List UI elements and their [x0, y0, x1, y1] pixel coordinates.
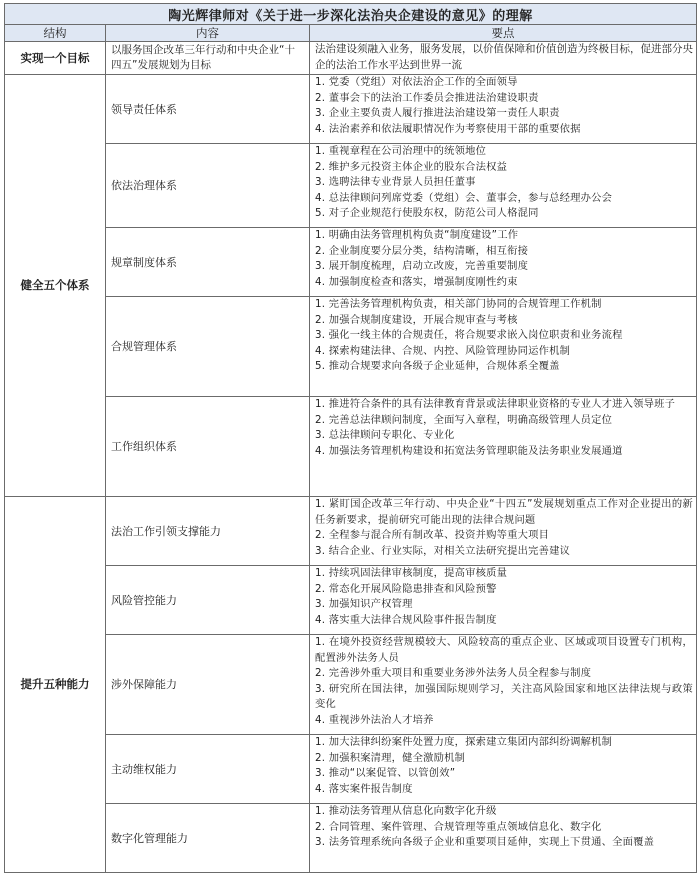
table-title: 陶光辉律师对《关于进一步深化法治央企建设的意见》的理解 — [5, 4, 697, 25]
system-row — [5, 297, 697, 397]
point-item: 2. 完善涉外重大项目和重要业务涉外法务人员全程参与制度 — [315, 667, 592, 679]
capability-item-points — [310, 497, 697, 566]
point-item: 1. 加大法律纠纷案件处置力度，探索建立集团内部纠纷调解机制 — [315, 736, 613, 748]
point-item: 4. 加强法务管理机构建设和拓宽法务管理职能及法务职业发展通道 — [315, 444, 623, 457]
point-item: 2. 加强合规制度建设，开展合规审查与考核 — [315, 313, 518, 326]
point-item: 4. 落实重大法律合规风险事件报告制度 — [315, 613, 497, 626]
capability-row — [5, 804, 697, 873]
point-item: 2. 企业制度要分层分类，结构清晰，相互衔接 — [315, 244, 529, 257]
point-item: 4. 法治素养和依法履职情况作为考察使用干部的重要依据 — [315, 122, 581, 135]
point-item: 2. 维护多元投资主体企业的股东合法权益 — [315, 160, 508, 173]
system-item-points — [310, 228, 697, 297]
system-structure: 健全五个体系 — [5, 75, 106, 497]
capability-item-points — [310, 566, 697, 635]
point-item: 3. 推动“以案促管、以管创效” — [315, 767, 456, 779]
point-item: 4. 总法律顾问列席党委（党组）会、董事会，参与总经理办公会 — [315, 191, 613, 204]
point-item: 1. 推动法务管理从信息化向数字化升级 — [315, 805, 497, 817]
point-item: 3. 总法律顾问专职化、专业化 — [315, 429, 455, 441]
capability-item-points — [310, 735, 697, 804]
header-points: 要点 — [310, 25, 697, 42]
point-item: 4. 落实案件报告制度 — [315, 782, 413, 795]
point-item: 1. 重视章程在公司治理中的统领地位 — [315, 145, 487, 157]
point-item: 4. 探索构建法律、合规、内控、风险管理协同运作机制 — [315, 344, 571, 357]
point-item: 4. 重视涉外法治人才培养 — [315, 713, 434, 726]
point-item: 3. 加强知识产权管理 — [315, 598, 413, 610]
system-item-points — [310, 397, 697, 497]
capability-row — [5, 497, 697, 566]
understanding-table — [4, 3, 697, 873]
capability-item-name: 数字化管理能力 — [106, 804, 310, 873]
point-item: 2. 加强积案清理，健全激励机制 — [315, 751, 466, 764]
point-item: 1. 紧盯国企改革三年行动、中央企业“十四五”发展规划重点工作对企业提出的新任务新要求，提前研究可能出现的法律合规问题 — [315, 498, 694, 526]
point-item: 2. 全程参与混合所有制改革、投资并购等重大项目 — [315, 529, 550, 541]
point-item: 3. 结合企业、行业实际，对相关立法研究提出完善建议 — [315, 544, 571, 557]
system-item-name: 工作组织体系 — [106, 397, 310, 497]
point-item: 5. 对子企业规范行使股东权，防范公司人格混同 — [315, 207, 539, 219]
system-row — [5, 75, 697, 144]
system-row — [5, 228, 697, 297]
point-item: 1. 推进符合条件的具有法律教育背景或法律职业资格的专业人才进入领导班子 — [315, 398, 676, 410]
system-row — [5, 144, 697, 228]
goal-content: 以服务国企改革三年行动和中央企业“十四五”发展规划为目标 — [106, 42, 310, 75]
system-item-points — [310, 297, 697, 397]
point-item: 1. 明确由法务管理机构负责“制度建设”工作 — [315, 229, 519, 241]
goal-structure: 实现一个目标 — [5, 42, 106, 75]
capability-item-name: 主动维权能力 — [106, 735, 310, 804]
capability-item-name: 涉外保障能力 — [106, 635, 310, 735]
system-item-name: 领导责任体系 — [106, 75, 310, 144]
point-item: 4. 加强制度检查和落实，增强制度刚性约束 — [315, 275, 518, 288]
point-item: 1. 在境外投资经营规模较大、风险较高的重点企业、区域或项目设置专门机构，配置涉外法务人员 — [315, 636, 694, 664]
point-item: 2. 董事会下的法治工作委员会推进法治建设职责 — [315, 91, 539, 104]
capability-row — [5, 635, 697, 735]
system-item-name: 依法治理体系 — [106, 144, 310, 228]
header-content: 内容 — [106, 25, 310, 42]
capability-item-points — [310, 804, 697, 873]
capability-row — [5, 735, 697, 804]
capability-structure: 提升五种能力 — [5, 497, 106, 873]
capability-row — [5, 566, 697, 635]
point-item: 3. 法务管理系统向各级子企业和重要项目延伸，实现上下贯通、全面覆盖 — [315, 836, 655, 848]
point-item: 2. 合同管理、案件管理、合规管理等重点领域信息化、数字化 — [315, 820, 602, 833]
system-item-points — [310, 75, 697, 144]
system-row — [5, 397, 697, 497]
point-item: 2. 常态化开展风险隐患排查和风险预警 — [315, 582, 497, 595]
system-item-name: 规章制度体系 — [106, 228, 310, 297]
point-item: 3. 强化一线主体的合规责任，将合规要求嵌入岗位职责和业务流程 — [315, 329, 623, 341]
point-item: 1. 持续巩固法律审核制度，提高审核质量 — [315, 567, 508, 579]
point-item: 1. 党委（党组）对依法治企工作的全面领导 — [315, 76, 518, 88]
system-item-name: 合规管理体系 — [106, 297, 310, 397]
capability-item-name: 法治工作引领支撑能力 — [106, 497, 310, 566]
point-item: 3. 企业主要负责人履行推进法治建设第一责任人职责 — [315, 107, 560, 119]
system-item-points — [310, 144, 697, 228]
point-item: 3. 展开制度梳理，启动立改废，完善重要制度 — [315, 260, 529, 272]
point-item: 3. 选聘法律专业背景人员担任董事 — [315, 176, 476, 188]
point-item: 1. 完善法务管理机构负责，相关部门协同的合规管理工作机制 — [315, 298, 602, 310]
capability-item-name: 风险管控能力 — [106, 566, 310, 635]
point-item: 2. 完善总法律顾问制度，全面写入章程，明确高级管理人员定位 — [315, 413, 613, 426]
point-item: 3. 研究所在国法律，加强国际规则学习，关注高风险国家和地区法律法规与政策变化 — [315, 682, 694, 710]
header-structure: 结构 — [5, 25, 106, 42]
goal-points: 法治建设须融入业务，服务发展，以价值保障和价值创造为终极目标，促进部分央企的法治工作水平达到世界一流 — [310, 42, 697, 75]
capability-item-points — [310, 635, 697, 735]
point-item: 5. 推动合规要求向各级子企业延伸，合规体系全覆盖 — [315, 360, 560, 372]
